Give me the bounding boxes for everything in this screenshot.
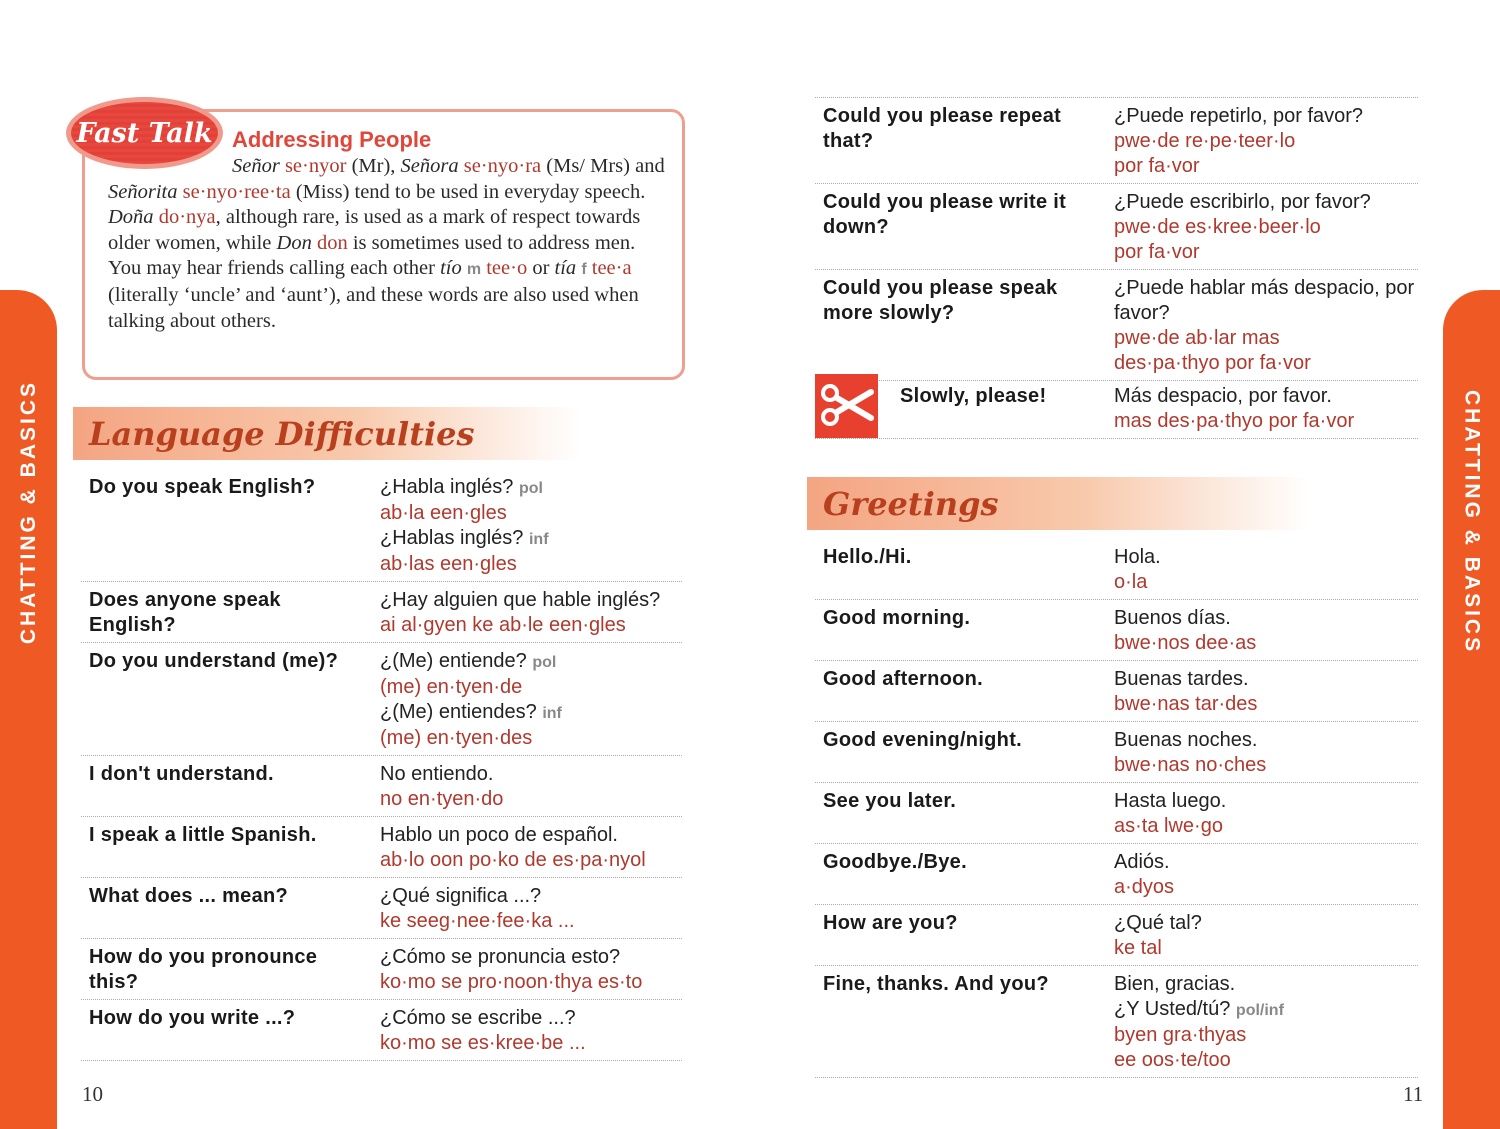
pronunciation <box>1114 326 1418 351</box>
spanish-translation <box>380 945 682 995</box>
spanish-phrase <box>380 588 682 613</box>
spanish-phrase <box>1114 728 1418 753</box>
spanish-translation <box>1114 104 1418 179</box>
phrase-row <box>81 756 682 817</box>
spanish-translation <box>380 649 682 751</box>
phrase-row <box>815 270 1418 381</box>
tip-row <box>815 374 1418 439</box>
english-phrase: What does ... mean? <box>89 885 289 907</box>
pronunciation <box>380 613 682 638</box>
pronunciation: don <box>316 231 348 254</box>
phrase-row <box>81 939 682 1000</box>
spanish-phrase <box>1114 384 1418 409</box>
spanish-phrase <box>1114 789 1418 814</box>
spanish-translation <box>1114 606 1418 656</box>
line-text: ¿Hay alguien que hable inglés? <box>380 589 661 611</box>
line-text: ke seeg·nee·fee·ka ... <box>380 910 575 932</box>
line-text: ¿Puede escribirlo, por favor? <box>1114 191 1371 213</box>
phrase-row <box>81 469 682 582</box>
spanish-translation <box>380 823 682 873</box>
text-segment: (Ms/ Mrs) and <box>541 155 665 177</box>
pronunciation <box>1114 154 1418 179</box>
spanish-translation <box>380 762 682 812</box>
register-tag: inf <box>542 705 562 722</box>
english-phrase: Goodbye./Bye. <box>823 851 967 873</box>
line-text: ¿Qué significa ...? <box>380 885 542 907</box>
phrase-row <box>815 539 1418 600</box>
phrase-row <box>815 184 1418 270</box>
phrase-row <box>815 374 1418 439</box>
pronunciation <box>1114 936 1418 961</box>
register-tag: pol/inf <box>1235 1002 1284 1019</box>
line-text: ¿(Me) entiende? <box>380 650 527 672</box>
spanish-translation <box>1114 850 1418 900</box>
line-text: pwe·de ab·lar mas <box>1114 327 1280 349</box>
line-text: no en·tyen·do <box>380 788 504 810</box>
pronunciation <box>1114 129 1418 154</box>
line-text: ¿Cómo se pronuncia esto? <box>380 946 621 968</box>
spanish-translation <box>380 884 682 934</box>
line-text: por fa·vor <box>1114 241 1200 263</box>
line-text: ke tal <box>1114 937 1162 959</box>
english-phrase: Do you speak English? <box>89 476 316 498</box>
pronunciation <box>1114 570 1418 595</box>
page-number-left: 10 <box>82 1082 103 1106</box>
line-text: No entiendo. <box>380 763 494 785</box>
spanish-translation <box>1114 384 1418 434</box>
spanish-phrase <box>1114 911 1418 936</box>
spanish-term: tío <box>440 257 462 280</box>
spanish-term: Don <box>276 231 312 254</box>
text-segment: m <box>466 261 482 279</box>
phrase-row <box>815 98 1418 184</box>
line-text: ko·mo se pro·noon·thya es·to <box>380 971 643 993</box>
line-text: Hablo un poco de español. <box>380 824 618 846</box>
pronunciation <box>1114 1048 1418 1073</box>
line-text: bwe·nas no·ches <box>1114 754 1267 776</box>
line-text: ¿Qué tal? <box>1114 912 1202 934</box>
pronunciation <box>1114 409 1418 434</box>
spanish-phrase <box>1114 276 1418 326</box>
line-text: ¿(Me) entiendes? <box>380 701 537 723</box>
english-phrase: How do you pronounce this? <box>89 946 318 993</box>
pronunciation <box>380 909 682 934</box>
pronunciation <box>380 501 682 526</box>
spanish-translation <box>380 475 682 577</box>
pronunciation: do·nya <box>158 206 216 229</box>
phrase-table-requests <box>815 97 1418 381</box>
line-text: ¿Cómo se escribe ...? <box>380 1007 576 1029</box>
pronunciation <box>380 726 682 751</box>
section-title-greetings: Greetings <box>807 477 1310 530</box>
pronunciation <box>1114 1023 1418 1048</box>
spanish-term: tía <box>554 257 577 280</box>
english-phrase: Fine, thanks. And you? <box>823 973 1049 995</box>
phrase-row <box>81 582 682 643</box>
english-phrase: How do you write ...? <box>89 1007 296 1029</box>
pronunciation <box>1114 692 1418 717</box>
side-tab-left <box>0 290 57 1129</box>
side-tab-label: CHATTING & BASICS <box>16 380 40 645</box>
text-segment: or <box>527 257 555 280</box>
line-text: ¿Puede hablar más despacio, por favor? <box>1114 277 1415 324</box>
text-segment: (Miss) tend to be used in everyday speech. <box>290 180 646 203</box>
english-phrase: See you later. <box>823 790 957 812</box>
spanish-phrase <box>380 526 682 552</box>
english-phrase: Could you please repeat that? <box>823 105 1062 152</box>
spanish-phrase <box>380 762 682 787</box>
spanish-term: Doña <box>108 206 154 229</box>
text-segment: f <box>581 261 587 279</box>
english-phrase: Good morning. <box>823 607 971 629</box>
phrase-row <box>81 817 682 878</box>
side-tab-label: CHATTING & BASICS <box>1460 390 1484 655</box>
english-phrase: Good evening/night. <box>823 729 1023 751</box>
line-text: Adiós. <box>1114 851 1170 873</box>
line-text: Hola. <box>1114 546 1161 568</box>
phrase-table-language-difficulties <box>81 469 682 1061</box>
english-phrase: Could you please write it down? <box>823 191 1067 238</box>
spanish-phrase <box>380 884 682 909</box>
line-text: por fa·vor <box>1114 155 1200 177</box>
line-text: a·dyos <box>1114 876 1175 898</box>
english-phrase: I don't understand. <box>89 763 274 785</box>
phrase-row <box>81 1000 682 1061</box>
phrase-row <box>815 661 1418 722</box>
pronunciation <box>380 675 682 700</box>
pronunciation <box>380 787 682 812</box>
pronunciation <box>1114 814 1418 839</box>
phrase-row <box>81 643 682 756</box>
page-number-right: 11 <box>1403 1082 1424 1106</box>
spanish-phrase <box>380 1006 682 1031</box>
pronunciation: tee·a <box>591 257 632 280</box>
phrase-table-greetings <box>815 539 1418 1078</box>
line-text: ¿Habla inglés? <box>380 476 514 498</box>
line-text: Buenas noches. <box>1114 729 1258 751</box>
spanish-phrase <box>1114 606 1418 631</box>
english-phrase: Do you understand (me)? <box>89 650 339 672</box>
spanish-phrase <box>1114 545 1418 570</box>
spanish-translation <box>1114 276 1418 376</box>
phrase-row <box>815 966 1418 1078</box>
spanish-phrase <box>380 700 682 726</box>
phrase-row <box>81 878 682 939</box>
register-tag: pol <box>518 480 543 497</box>
pronunciation <box>1114 875 1418 900</box>
spanish-term: Señora <box>400 155 459 177</box>
english-phrase: Does anyone speak English? <box>89 589 281 636</box>
text-segment: (literally ‘uncle’ and ‘aunt’), and these words are also used when talking about others. <box>108 283 639 332</box>
line-text: ee oos·te/too <box>1114 1049 1231 1071</box>
spanish-term: Señor <box>232 155 280 177</box>
spanish-phrase <box>1114 190 1418 215</box>
spanish-translation <box>1114 789 1418 839</box>
phrase-row <box>815 783 1418 844</box>
english-phrase: How are you? <box>823 912 958 934</box>
line-text: pwe·de es·kree·beer·lo <box>1114 216 1321 238</box>
pronunciation <box>380 1031 682 1056</box>
phrase-row <box>815 722 1418 783</box>
register-tag: pol <box>532 654 557 671</box>
text-segment: is sometimes used to address men. You may hear friends calling each other <box>108 231 636 280</box>
pronunciation: tee·o <box>486 257 528 280</box>
line-text: pwe·de re·pe·teer·lo <box>1114 130 1296 152</box>
line-text: ko·mo se es·kree·be ... <box>380 1032 586 1054</box>
line-text: ab·lo oon po·ko de es·pa·nyol <box>380 849 646 871</box>
line-text: as·ta lwe·go <box>1114 815 1223 837</box>
english-phrase: I speak a little Spanish. <box>89 824 317 846</box>
phrase-row <box>815 844 1418 905</box>
spanish-translation <box>1114 667 1418 717</box>
line-text: ¿Hablas inglés? <box>380 527 524 549</box>
line-text: ¿Puede repetirlo, por favor? <box>1114 105 1364 127</box>
fast-talk-text <box>108 154 668 334</box>
pronunciation <box>380 552 682 577</box>
fast-talk-title: Addressing People <box>232 127 432 152</box>
pronunciation <box>1114 631 1418 656</box>
section-title-language-difficulties: Language Difficulties <box>73 407 580 460</box>
line-text: byen gra·thyas <box>1114 1024 1247 1046</box>
spanish-term: Señorita <box>108 180 178 203</box>
spanish-phrase <box>1114 667 1418 692</box>
text-segment: (Mr), <box>346 155 401 177</box>
line-text: bwe·nos dee·as <box>1114 632 1257 654</box>
line-text: mas des·pa·thyo por fa·vor <box>1114 410 1355 432</box>
spanish-phrase <box>380 823 682 848</box>
line-text: ab·las een·gles <box>380 553 517 575</box>
line-text: Hasta luego. <box>1114 790 1227 812</box>
register-tag: inf <box>528 531 549 548</box>
side-tab-right <box>1443 290 1500 1129</box>
line-text: des·pa·thyo por fa·vor <box>1114 352 1311 374</box>
line-text: bwe·nas tar·des <box>1114 693 1258 715</box>
pronunciation <box>380 848 682 873</box>
english-phrase: Could you please speak more slowly? <box>823 277 1058 324</box>
spanish-phrase <box>380 475 682 501</box>
english-phrase: Hello./Hi. <box>823 546 912 568</box>
line-text: Bien, gracias. <box>1114 973 1236 995</box>
spanish-phrase <box>1114 997 1418 1023</box>
pronunciation: se·nyo·ree·ta <box>182 180 291 203</box>
pronunciation <box>1114 753 1418 778</box>
pronunciation <box>1114 215 1418 240</box>
line-text: (me) en·tyen·de <box>380 676 523 698</box>
pronunciation: se·nyor <box>284 155 347 177</box>
spanish-translation <box>380 588 682 638</box>
text-segment: , although rare, is used as a mark of respect towards older women, while <box>108 206 641 254</box>
line-text: Más despacio, por favor. <box>1114 385 1332 407</box>
spanish-translation <box>1114 545 1418 595</box>
spanish-phrase <box>1114 850 1418 875</box>
line-text: Buenos días. <box>1114 607 1231 629</box>
pronunciation <box>1114 240 1418 265</box>
line-text: o·la <box>1114 571 1148 593</box>
spanish-translation <box>380 1006 682 1056</box>
line-text: Buenas tardes. <box>1114 668 1249 690</box>
pronunciation <box>1114 351 1418 376</box>
spanish-translation <box>1114 972 1418 1073</box>
phrase-row <box>815 905 1418 966</box>
spanish-phrase <box>380 945 682 970</box>
english-phrase: Good afternoon. <box>823 668 984 690</box>
spanish-phrase <box>1114 972 1418 997</box>
spanish-translation <box>1114 911 1418 961</box>
line-text: ai al·gyen ke ab·le een·gles <box>380 614 626 636</box>
line-text: (me) en·tyen·des <box>380 727 533 749</box>
line-text: ab·la een·gles <box>380 502 507 524</box>
spanish-translation <box>1114 728 1418 778</box>
phrase-row <box>815 600 1418 661</box>
pronunciation <box>380 970 682 995</box>
line-text: ¿Y Usted/tú? <box>1114 998 1231 1020</box>
fast-talk-badge: Fast Talk <box>66 97 223 169</box>
english-phrase: Slowly, please! <box>900 385 1047 407</box>
pronunciation: se·nyo·ra <box>463 155 542 177</box>
spanish-phrase <box>1114 104 1418 129</box>
spanish-phrase <box>380 649 682 675</box>
spanish-translation <box>1114 190 1418 265</box>
